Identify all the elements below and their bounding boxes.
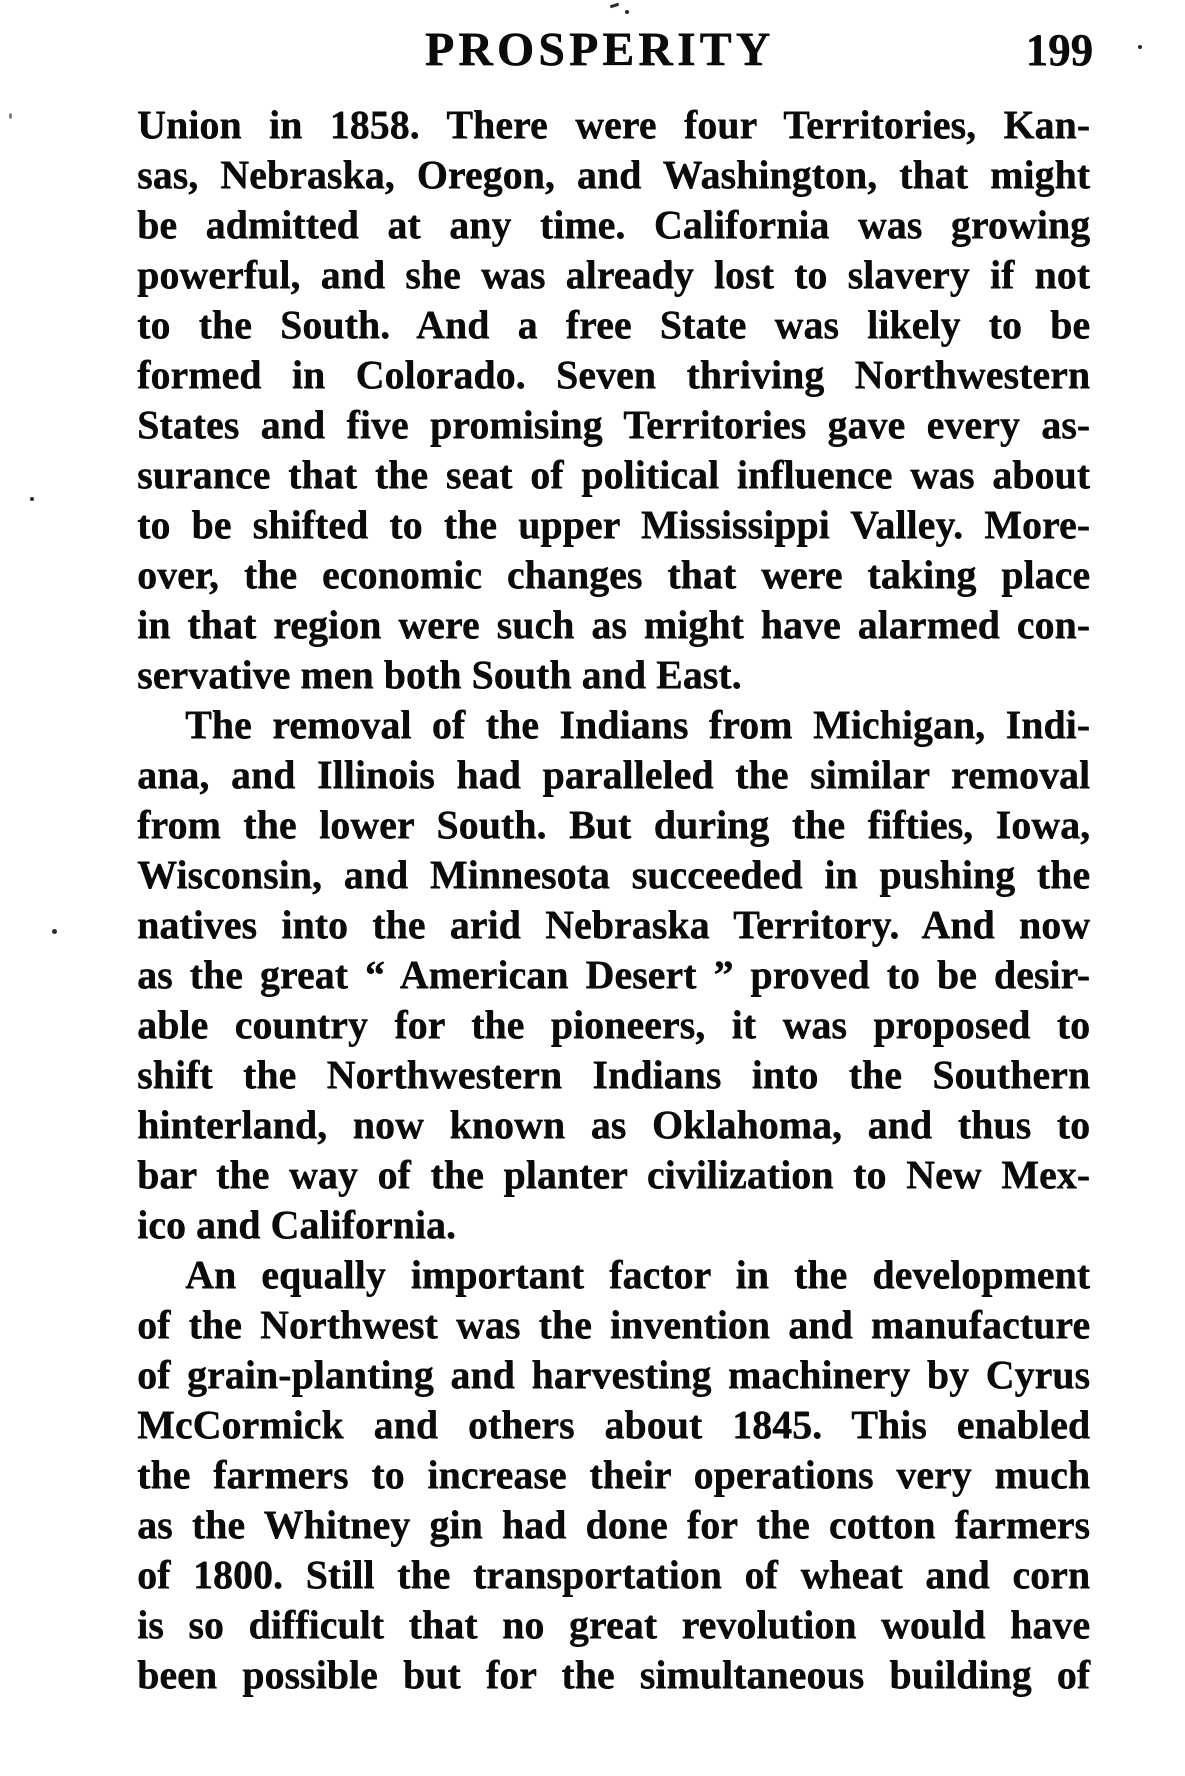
scan-speck xyxy=(625,10,629,14)
text-line: to be shifted to the upper Mississippi Valley. More- xyxy=(137,502,1090,547)
text-line: McCormick and others about 1845. This enabled xyxy=(137,1402,1090,1447)
text-line: to the South. And a free State was likely to be xyxy=(137,302,1090,347)
page-number: 199 xyxy=(1025,25,1093,75)
text-line: shift the Northwestern Indians into the Southern xyxy=(137,1052,1090,1097)
scan-speck xyxy=(52,929,57,934)
scan-speck xyxy=(30,497,34,501)
text-line: is so difficult that no great revolution would have xyxy=(137,1602,1090,1647)
text-line: been possible but for the simultaneous building of xyxy=(137,1652,1090,1697)
text-line: of grain-planting and harvesting machinery by Cyrus xyxy=(137,1352,1090,1397)
text-line: ana, and Illinois had paralleled the similar removal xyxy=(137,752,1090,797)
text-line: An equally important factor in the development xyxy=(185,1252,1090,1297)
text-line: formed in Colorado. Seven thriving Northwestern xyxy=(137,352,1090,397)
text-line: ico and California. xyxy=(137,1202,456,1247)
text-line: of the Northwest was the invention and manufacture xyxy=(137,1302,1090,1347)
page-header xyxy=(0,20,1185,80)
body-text xyxy=(137,100,1090,1700)
text-line: in that region were such as might have alarmed con- xyxy=(137,602,1090,647)
text-line: hinterland, now known as Oklahoma, and thus to xyxy=(137,1102,1090,1147)
scan-speck xyxy=(1138,45,1142,49)
text-line: sas, Nebraska, Oregon, and Washington, that might xyxy=(137,152,1090,197)
text-line: as the Whitney gin had done for the cotton farmers xyxy=(137,1502,1090,1547)
text-line: Union in 1858. There were four Territories, Kan- xyxy=(137,102,1090,147)
text-line: surance that the seat of political influence was about xyxy=(137,452,1090,497)
paragraph xyxy=(137,1250,1090,1700)
text-line: as the great “ American Desert ” proved to be desir- xyxy=(137,952,1090,997)
text-line: able country for the pioneers, it was proposed to xyxy=(137,1002,1090,1047)
text-line: natives into the arid Nebraska Territory. And now xyxy=(137,902,1090,947)
text-line: Wisconsin, and Minnesota succeeded in pushing the xyxy=(137,852,1090,897)
text-line: over, the economic changes that were taking place xyxy=(137,552,1090,597)
paragraph xyxy=(137,700,1090,1250)
text-line: servative men both South and East. xyxy=(137,652,742,697)
paragraph xyxy=(137,100,1090,700)
text-line: the farmers to increase their operations very much xyxy=(137,1452,1090,1497)
text-line: of 1800. Still the transportation of wheat and corn xyxy=(137,1552,1090,1597)
text-line: bar the way of the planter civilization to New Mex- xyxy=(137,1152,1090,1197)
text-line: be admitted at any time. California was growing xyxy=(137,202,1090,247)
text-line: powerful, and she was already lost to slavery if not xyxy=(137,252,1090,297)
text-line: The removal of the Indians from Michigan, Indi- xyxy=(185,702,1090,747)
scan-speck xyxy=(610,3,619,9)
text-line: States and five promising Territories gave every as- xyxy=(137,402,1090,447)
text-line: from the lower South. But during the fifties, Iowa, xyxy=(137,802,1090,847)
page-title: PROSPERITY xyxy=(424,23,775,76)
scan-speck xyxy=(9,113,12,119)
